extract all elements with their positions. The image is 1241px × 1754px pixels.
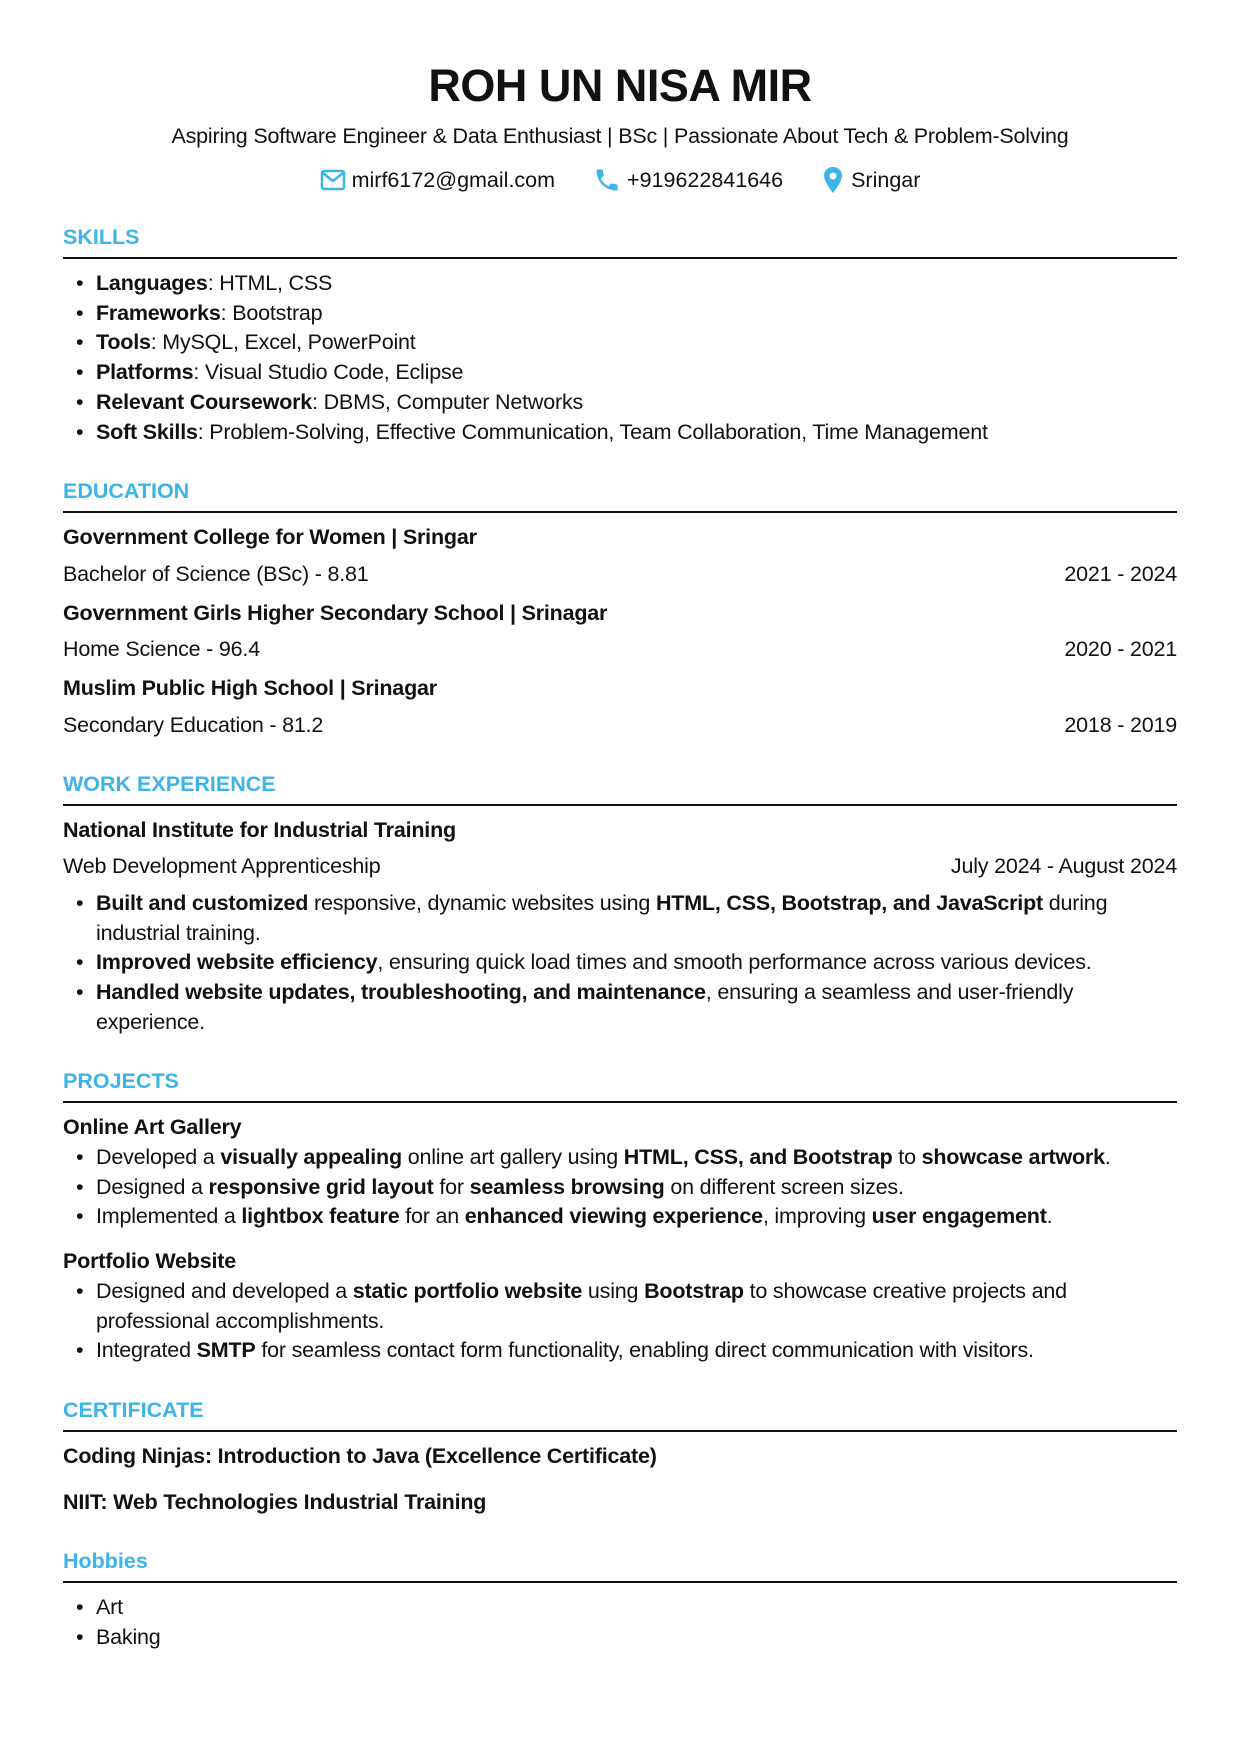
hobby-item: • Baking [63,1623,1177,1653]
bold-text: Built and customized [96,890,309,915]
degree-row [63,560,1177,590]
education-heading: EDUCATION [63,477,1177,513]
work-bullet [63,978,1177,1037]
dates: 2018 - 2019 [1064,712,1177,737]
dates: 2021 - 2024 [1064,561,1177,586]
text-segment: , ensuring quick load times and smooth performance across various devices. [377,950,1092,975]
project-bullet [63,1143,1177,1173]
candidate-name: ROH UN NISA MIR [428,60,812,111]
school-name [63,599,1177,629]
skill-item [63,418,1177,448]
bold-text: HTML, CSS, and Bootstrap [623,1145,893,1170]
school-name [63,674,1177,704]
hobbies-list [63,1593,1177,1652]
text-segment: for [433,1174,470,1199]
work-entry [63,816,1177,1037]
project-entry [63,1113,1177,1232]
work-bullet [63,889,1177,948]
degree: Bachelor of Science (BSc) - 8.81 [63,561,369,586]
certificate-item [63,1488,1177,1518]
education-list [63,523,1177,740]
school-text: Government College for Women | Sringar [63,525,477,550]
text-segment: , ensuring a seamless and user-friendly experience. [96,979,1074,1034]
location-text: Sringar [851,168,921,192]
text-segment: responsive, dynamic websites using [308,890,656,915]
text-segment: , improving [762,1204,872,1229]
skills-heading: SKILLS [63,223,1177,259]
text-segment: to showcase creative projects and professional accomplishments. [96,1278,1067,1333]
degree-row [63,711,1177,741]
certificate-list [63,1442,1177,1517]
work-role: Web Development Apprenticeship [63,854,381,879]
bold-text: responsive grid layout [208,1174,434,1199]
bold-text: seamless browsing [469,1174,665,1199]
hobby-item: • Art [63,1593,1177,1623]
skill-value: : MySQL, Excel, PowerPoint [150,330,416,355]
text-segment: Integrated [96,1338,197,1363]
tagline: Aspiring Software Engineer & Data Enthusiast | BSc | Passionate About Tech & Problem-Solving [171,124,1069,148]
envelope-icon [320,169,346,191]
school-name [63,523,1177,553]
project-bullet [63,1173,1177,1203]
certificate-text: Coding Ninjas: Introduction to Java (Excellence Certificate) [63,1443,657,1468]
text-segment: for an [399,1204,465,1229]
project-bullets [63,1277,1177,1366]
phone-icon [593,166,621,194]
contact-info [63,165,1177,195]
degree: Secondary Education - 81.2 [63,712,324,737]
bold-text: lightbox feature [241,1204,400,1229]
certificate-heading: CERTIFICATE [63,1396,1177,1432]
skill-label: Languages [96,271,208,295]
bold-text: Improved website efficiency [96,950,378,975]
text-segment: on different screen sizes. [664,1174,904,1199]
bold-text: enhanced viewing experience [464,1204,763,1229]
skill-value: : Visual Studio Code, Eclipse [193,360,464,385]
contact-location [821,165,920,195]
text-segment: to [892,1145,922,1170]
text-segment: for seamless contact form functionality, enabling direct communication with visitors. [255,1338,1034,1363]
education-entry [63,674,1177,740]
skills-list [63,269,1177,447]
skill-label: Platforms [96,360,194,385]
project-title: Portfolio Website [63,1249,236,1274]
text-segment: using [582,1278,645,1303]
skill-value: : HTML, CSS [207,271,333,295]
bold-text: SMTP [196,1338,256,1363]
text-segment: Developed a [96,1145,221,1170]
work-heading: WORK EXPERIENCE [63,770,1177,806]
project-bullet [63,1277,1177,1336]
contact-email[interactable] [320,165,555,195]
projects-list [63,1113,1177,1366]
phone-text: +919622841646 [627,168,784,192]
bold-text: Handled website updates, troubleshooting, and maintenance [96,979,706,1004]
bold-text: showcase artwork [921,1145,1105,1170]
dates: 2020 - 2021 [1064,637,1177,662]
email-text[interactable]: mirf6172@gmail.com [351,168,556,192]
skill-item [63,269,1177,299]
text-segment: . [1104,1145,1111,1170]
skill-label: Soft Skills [96,419,198,444]
skill-label: Frameworks [96,300,221,325]
project-title: Online Art Gallery [63,1115,242,1140]
work-dates: July 2024 - August 2024 [950,854,1177,879]
text-segment: during industrial training. [96,890,1108,945]
project-bullet [63,1336,1177,1366]
contact-phone[interactable] [593,165,783,195]
hobbies-heading: Hobbies [63,1547,1177,1583]
bold-text: static portfolio website [352,1278,583,1303]
map-pin-icon [821,166,845,194]
education-entry [63,599,1177,665]
project-bullets [63,1143,1177,1232]
text-segment: Implemented a [96,1204,242,1229]
skill-value: : Bootstrap [220,300,323,325]
skill-label: Relevant Coursework [96,389,313,414]
text-segment: Designed a [96,1174,209,1199]
projects-heading: PROJECTS [63,1067,1177,1103]
skill-value: : DBMS, Computer Networks [312,389,584,414]
skill-item [63,358,1177,388]
skill-item [63,328,1177,358]
education-entry [63,523,1177,589]
skill-value: : Problem-Solving, Effective Communication, Team Collaboration, Time Management [197,419,988,444]
text-segment: Designed and developed a [96,1278,353,1303]
degree: Home Science - 96.4 [63,637,260,662]
certificate-item [63,1442,1177,1472]
bold-text: user engagement [871,1204,1047,1229]
skill-item [63,299,1177,329]
bold-text: HTML, CSS, Bootstrap, and JavaScript [655,890,1043,915]
bold-text: Bootstrap [644,1278,744,1303]
work-bullets [63,889,1177,1038]
school-text: Muslim Public High School | Srinagar [63,676,437,701]
project-bullet [63,1202,1177,1232]
skill-item [63,388,1177,418]
skill-label: Tools [96,330,151,355]
degree-row [63,635,1177,665]
work-bullet [63,948,1177,978]
school-text: Government Girls Higher Secondary School | Srinagar [63,600,608,625]
work-org: National Institute for Industrial Training [63,818,456,843]
text-segment: online art gallery using [401,1145,624,1170]
bold-text: visually appealing [220,1145,402,1170]
project-entry [63,1247,1177,1366]
certificate-text: NIIT: Web Technologies Industrial Training [63,1489,487,1514]
text-segment: . [1046,1204,1053,1229]
